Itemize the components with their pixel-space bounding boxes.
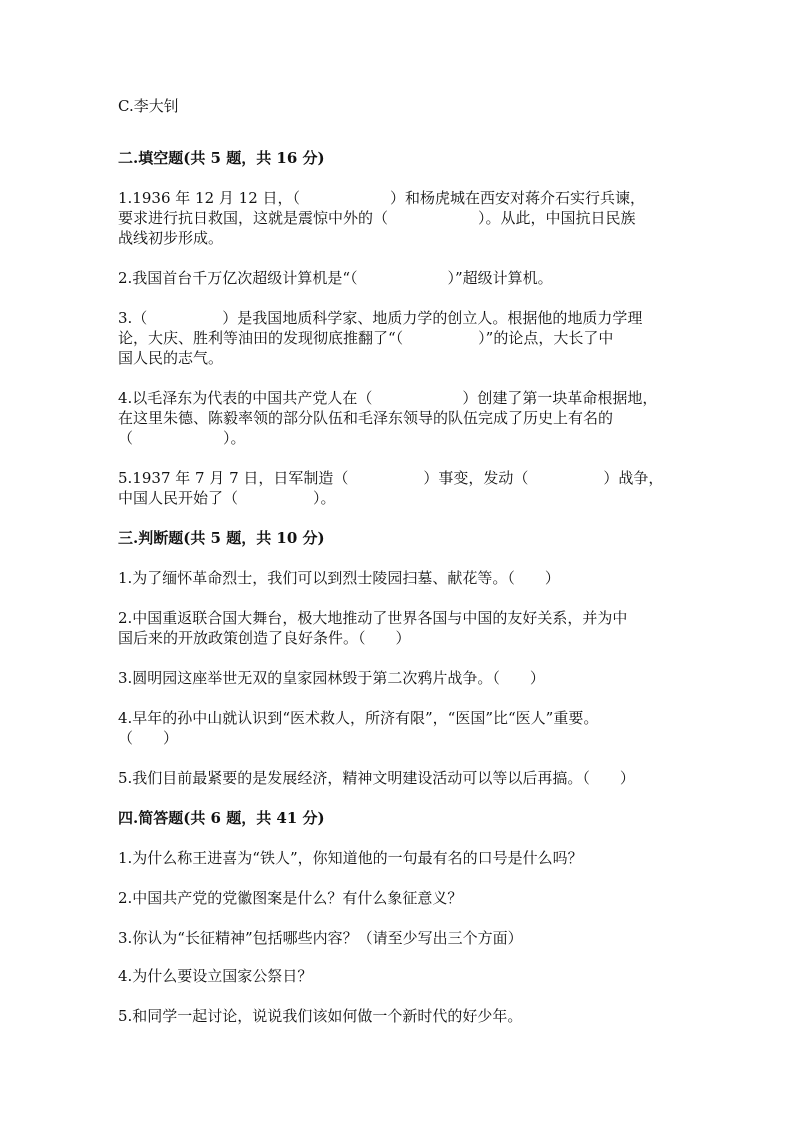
fill-blank-q3-line2: 论，大庆、胜利等油田的发现彻底推翻了“（ ）”的论点，大长了中 [118,329,614,347]
fill-blank-q1-line2: 要求进行抗日救国，这就是震惊中外的（ ）。从此，中国抗日民族 [118,209,636,227]
fill-blank-q3-line1: 3.（ ）是我国地质科学家、地质力学的创立人。根据他的地质力学理 [118,309,643,327]
true-false-q1-line1: 1.为了缅怀革命烈士，我们可以到烈士陵园扫墓、献花等。（ ） [118,569,560,587]
fill-blank-q1-line3: 战线初步形成。 [118,229,224,247]
section-heading-true-false: 三.判断题(共 5 题，共 10 分) [118,529,325,547]
short-answer-q2: 2.中国共产党的党徽图案是什么？有什么象征意义？ [118,889,463,907]
fill-blank-q3-line3: 国人民的志气。 [118,349,224,367]
short-answer-q3: 3.你认为“长征精神”包括哪些内容？（请至少写出三个方面） [118,929,523,947]
true-false-q4-line2: （ ） [118,729,179,747]
fill-blank-q4-line2: 在这里朱德、陈毅率领的部分队伍和毛泽东领导的队伍完成了历史上有名的 [118,409,614,427]
true-false-q2-line1: 2.中国重返联合国大舞台，极大地推动了世界各国与中国的友好关系，并为中 [118,609,628,627]
fill-blank-q5-line2: 中国人民开始了（ ）。 [118,489,336,507]
answer-option-c: C.李大钊 [118,97,179,115]
section-heading-short-answer: 四.简答题(共 6 题，共 41 分) [118,809,325,827]
section-heading-fill-blank: 二.填空题(共 5 题，共 16 分) [118,149,325,167]
true-false-q5-line1: 5.我们目前最紧要的是发展经济，精神文明建设活动可以等以后再搞。（ ） [118,769,635,787]
fill-blank-q4-line3: （ ）。 [118,429,246,447]
short-answer-q5: 5.和同学一起讨论，说说我们该如何做一个新时代的好少年。 [118,1007,523,1025]
fill-blank-q2-line1: 2.我国首台千万亿次超级计算机是“（ ）”超级计算机。 [118,269,553,287]
fill-blank-q1-line1: 1.1936 年 12 月 12 日，（ ）和杨虎城在西安对蒋介石实行兵谏， [118,189,646,207]
short-answer-q4: 4.为什么要设立国家公祭日？ [118,967,313,985]
fill-blank-q5-line1: 5.1937 年 7 月 7 日，日军制造（ ）事变，发动（ ）战争， [118,469,664,487]
short-answer-q1: 1.为什么称王进喜为“铁人”，你知道他的一句最有名的口号是什么吗？ [118,849,583,867]
fill-blank-q4-line1: 4.以毛泽东为代表的中国共产党人在（ ）创建了第一块革命根据地， [118,389,658,407]
true-false-q4-line1: 4.早年的孙中山就认识到“医术救人，所济有限”，“医国”比“医人”重要。 [118,709,599,727]
true-false-q2-line2: 国后来的开放政策创造了良好条件。（ ） [118,629,411,647]
true-false-q3-line1: 3.圆明园这座举世无双的皇家园林毁于第二次鸦片战争。（ ） [118,669,545,687]
